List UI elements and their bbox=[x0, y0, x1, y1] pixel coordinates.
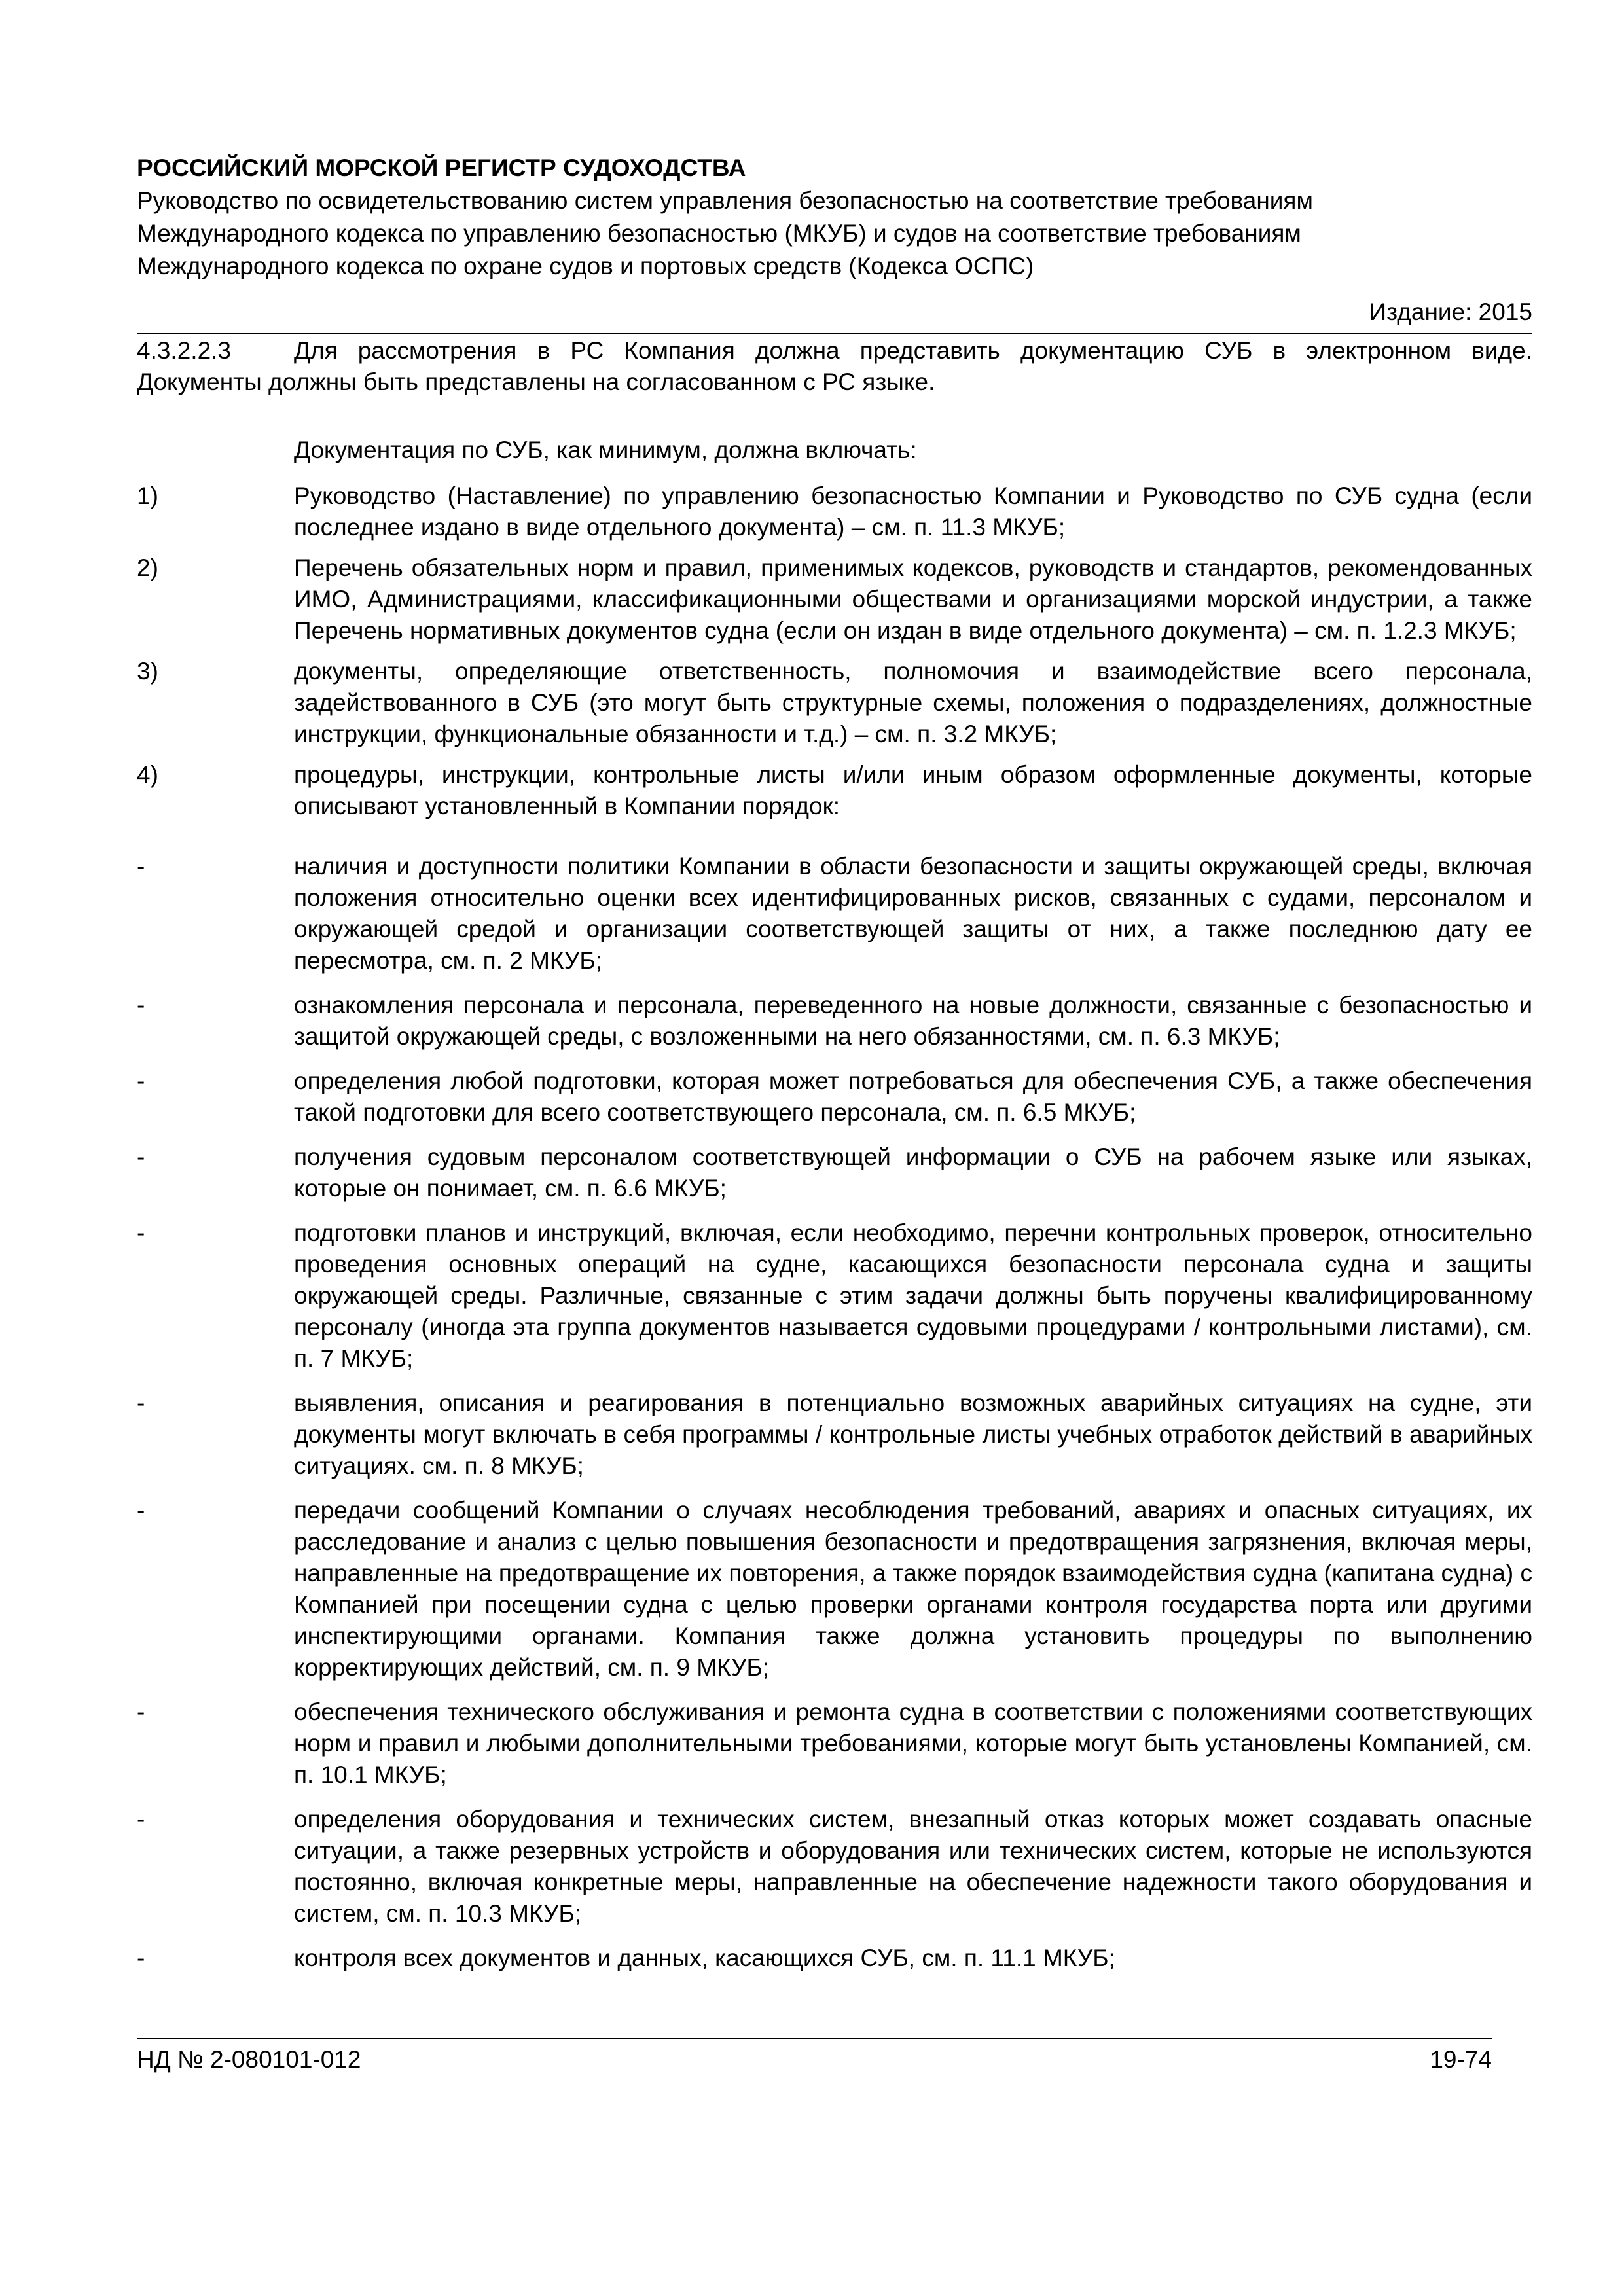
item-marker: 1) bbox=[137, 482, 158, 509]
item-text: документы, определяющие ответственность, полномочия и взаимодействие всего персонала, задействованного в СУБ (это могут быть структурные схемы, положения о подразделениях, должностные инструкции, функциональные обязанности и т.д.) – см. п. 3.2 МКУБ; bbox=[294, 658, 1532, 747]
numbered-list-item bbox=[137, 759, 1532, 822]
bullet-list-item bbox=[137, 1217, 1532, 1374]
page-number: 19-74 bbox=[1430, 2046, 1492, 2073]
item-marker: 4) bbox=[137, 761, 158, 788]
item-text: ознакомления персонала и персонала, переведенного на новые должности, связанные с безопасностью и защитой окружающей среды, с возложенными на него обязанностями, см. п. 6.3 МКУБ; bbox=[294, 992, 1532, 1050]
numbered-list bbox=[137, 480, 1532, 822]
numbered-list-item bbox=[137, 552, 1532, 647]
numbered-list-item bbox=[137, 480, 1532, 543]
item-text: контроля всех документов и данных, касающихся СУБ, см. п. 11.1 МКУБ; bbox=[294, 1945, 1115, 1971]
organization-title: РОССИЙСКИЙ МОРСКОЙ РЕГИСТР СУДОХОДСТВА bbox=[137, 154, 746, 181]
item-text: процедуры, инструкции, контрольные листы и/или иным образом оформленные документы, которые описывают установленный в Компании порядок: bbox=[294, 761, 1532, 819]
section-intro-text: Для рассмотрения в РС Компания должна представить документацию СУБ в электронном виде. bbox=[294, 337, 1532, 364]
item-text: определения оборудования и технических систем, внезапный отказ которых может создавать опасные ситуации, а также резервных устройств и оборудования или технических систем, которые не используются постоянно, включая конкретные меры, направленные на обеспечение надежности такого оборудования и систем, см. п. 10.3 МКУБ; bbox=[294, 1806, 1532, 1927]
bullet-list-item bbox=[137, 990, 1532, 1052]
document-body bbox=[137, 335, 1532, 1974]
bullet-list-item bbox=[137, 1804, 1532, 1929]
item-marker: 3) bbox=[137, 658, 158, 685]
guide-title-line: Руководство по освидетельствованию систем управления безопасностью на соответствие требованиям bbox=[137, 187, 1313, 214]
guide-title-line: Международного кодекса по управлению безопасностью (МКУБ) и судов на соответствие требованиям bbox=[137, 220, 1301, 247]
item-text: определения любой подготовки, которая может потребоваться для обеспечения СУБ, а также обеспечения такой подготовки для всего соответствующего персонала, см. п. 6.5 МКУБ; bbox=[294, 1067, 1532, 1126]
bullet-list-item bbox=[137, 1495, 1532, 1683]
item-text: Перечень обязательных норм и правил, применимых кодексов, руководств и стандартов, рекомендованных ИМО, Администрациями, классификационными обществами и организациями морской индустрии, а также Перечень нормативных документов судна (если он издан в виде отдельного документа) – см. п. 1.2.3 МКУБ; bbox=[294, 554, 1532, 644]
item-text: Руководство (Наставление) по управлению безопасностью Компании и Руководство по СУБ судна (если последнее издано в виде отдельного документа) – см. п. 11.3 МКУБ; bbox=[294, 482, 1532, 541]
item-text: подготовки планов и инструкций, включая, если необходимо, перечни контрольных проверок, относительно проведения основных операций на судне, касающихся безопасности персонала судна и защиты окружающей среды. Различные, связанные с этим задачи должны быть поручены квалифицированному персоналу (иногда эта группа документов называется судовыми процедурами / контрольными листами), см. п. 7 МКУБ; bbox=[294, 1219, 1532, 1372]
bullet-list-item bbox=[137, 851, 1532, 977]
bullet-marker: - bbox=[137, 1806, 145, 1833]
item-text: наличия и доступности политики Компании в области безопасности и защиты окружающей среды, включая положения относительно оценки всех идентифицированных рисков, связанных с судами, персоналом и окружающей средой и организации соответствующей защиты от них, а также последнюю дату ее пересмотра, см. п. 2 МКУБ; bbox=[294, 853, 1532, 974]
bullet-marker: - bbox=[137, 1219, 145, 1246]
item-text: выявления, описания и реагирования в потенциально возможных аварийных ситуациях на судне, эти документы могут включать в себя программы / контрольные листы учебных отработок действий в аварийных ситуациях. см. п. 8 МКУБ; bbox=[294, 1390, 1532, 1479]
bullet-list-item bbox=[137, 1388, 1532, 1482]
bullet-list bbox=[137, 851, 1532, 1974]
bullet-list-item bbox=[137, 1141, 1532, 1204]
bullet-marker: - bbox=[137, 992, 145, 1018]
list-lead-in: Документация по СУБ, как минимум, должна включать: bbox=[294, 437, 917, 463]
bullet-marker: - bbox=[137, 1067, 145, 1094]
bullet-marker: - bbox=[137, 1945, 145, 1971]
document-number: НД № 2-080101-012 bbox=[137, 2046, 361, 2073]
edition-label: Издание: 2015 bbox=[1369, 298, 1532, 325]
bullet-list-item bbox=[137, 1696, 1532, 1791]
page-header bbox=[137, 152, 1532, 283]
bullet-marker: - bbox=[137, 1497, 145, 1524]
item-text: получения судовым персоналом соответствующей информации о СУБ на рабочем языке или языках, которые он понимает, см. п. 6.6 МКУБ; bbox=[294, 1143, 1532, 1202]
section-intro bbox=[137, 335, 1532, 367]
item-text: передачи сообщений Компании о случаях несоблюдения требований, авариях и опасных ситуациях, их расследование и анализ с целью повышения безопасности и предотвращения загрязнения, включая меры, направленные на предотвращение их повторения, а также порядок взаимодействия судна (капитана судна) с Компанией при посещении судна с целью проверки органами контроля государства порта или другими инспектирующими органами. Компания также должна установить процедуры по выполнению корректирующих действий, см. п. 9 МКУБ; bbox=[294, 1497, 1532, 1681]
bullet-marker: - bbox=[137, 1698, 145, 1725]
guide-title-line: Международного кодекса по охране судов и портовых средств (Кодекса ОСПС) bbox=[137, 253, 1034, 279]
footer-divider bbox=[137, 2038, 1492, 2039]
item-marker: 2) bbox=[137, 554, 158, 581]
bullet-marker: - bbox=[137, 1390, 145, 1416]
header-divider bbox=[137, 333, 1532, 334]
item-text: обеспечения технического обслуживания и ремонта судна в соответствии с положениями соответствующих норм и правил и любыми дополнительными требованиями, которые могут быть установлены Компанией, см. п. 10.1 МКУБ; bbox=[294, 1698, 1532, 1788]
bullet-marker: - bbox=[137, 853, 145, 880]
bullet-marker: - bbox=[137, 1143, 145, 1170]
section-number: 4.3.2.2.3 bbox=[137, 337, 232, 364]
bullet-list-item bbox=[137, 1066, 1532, 1128]
numbered-list-item bbox=[137, 656, 1532, 750]
section-intro-continuation: Документы должны быть представлены на согласованном с РС языке. bbox=[137, 368, 935, 395]
bullet-list-item bbox=[137, 1943, 1532, 1974]
